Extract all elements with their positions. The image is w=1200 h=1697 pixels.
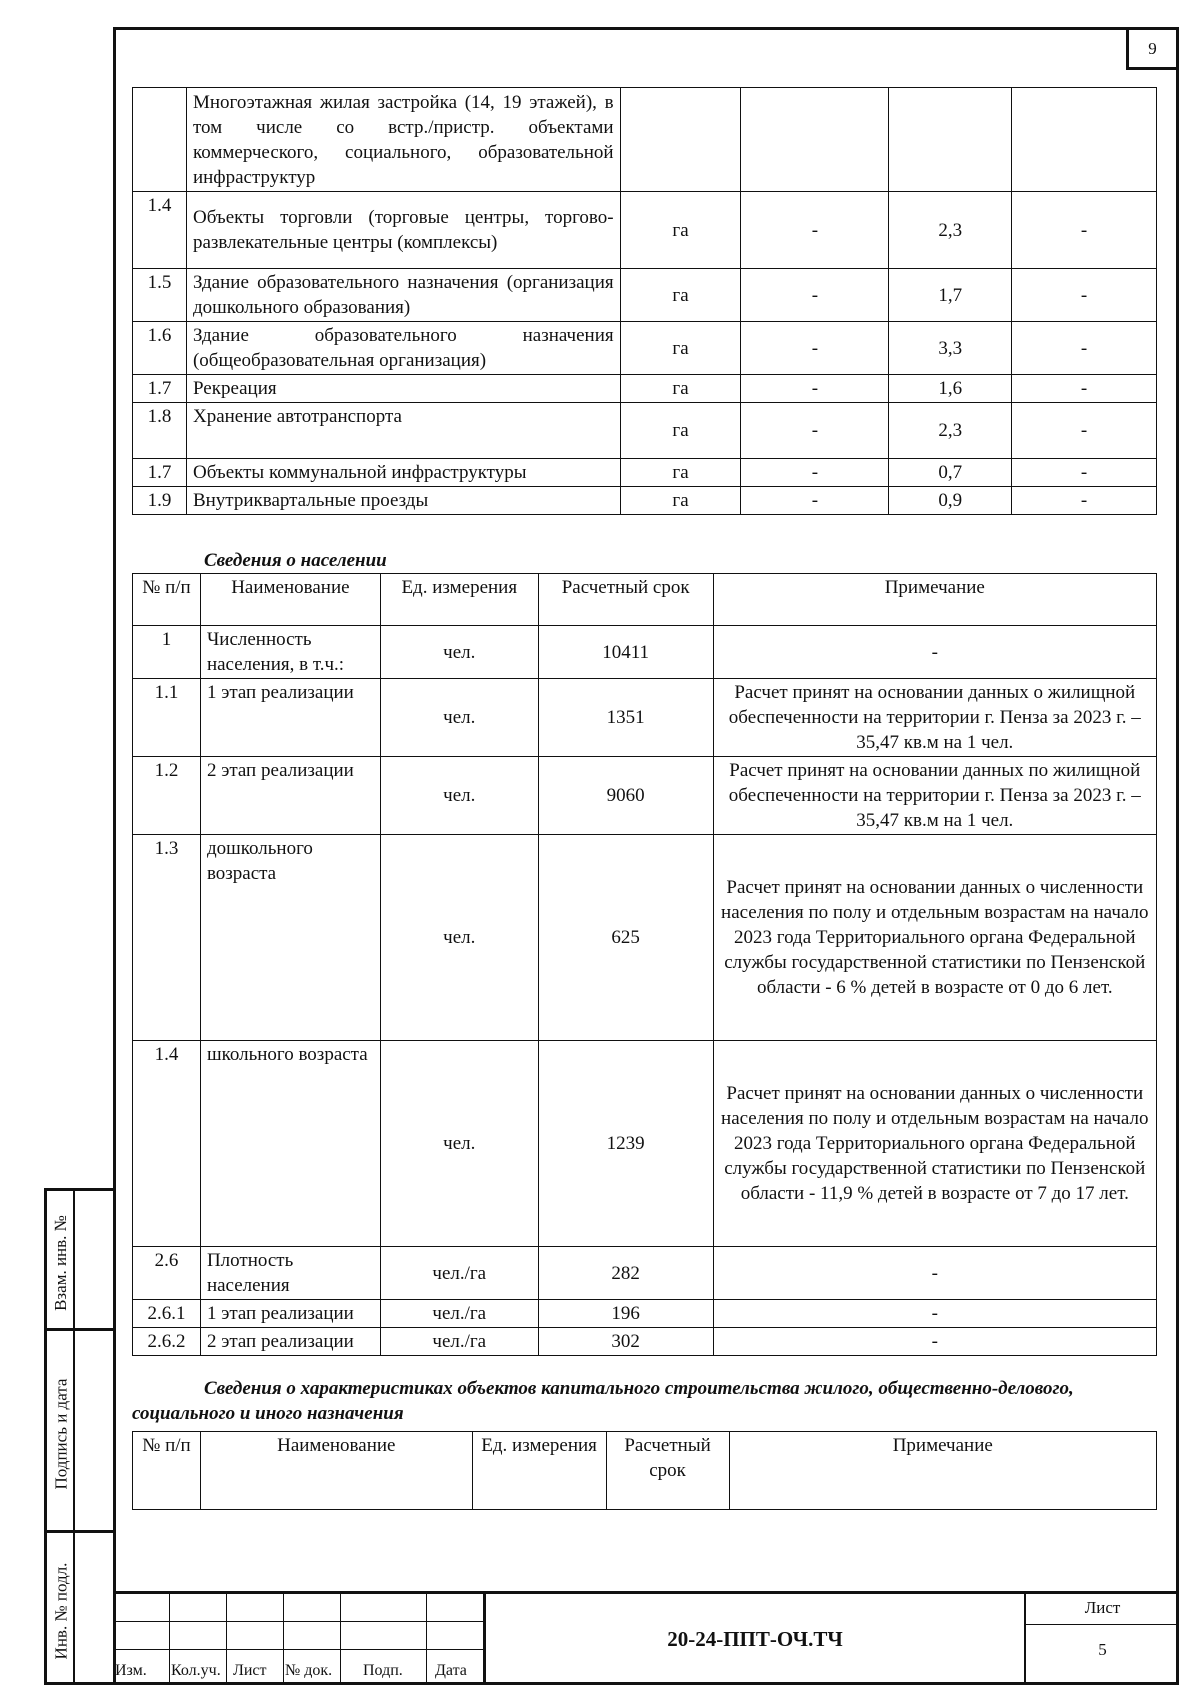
header-term: Расчетный срок <box>538 574 713 626</box>
row-name: Объекты коммунальной инфраструктуры <box>186 459 620 487</box>
header-name: Наименование <box>200 574 380 626</box>
sheet-number: 5 <box>1098 1640 1107 1659</box>
table-row: 2.6.2 2 этап реализации чел./га 302 - <box>133 1328 1157 1356</box>
document-code: 20-24-ППТ-ОЧ.ТЧ <box>667 1627 843 1651</box>
row-name: Объекты торговли (торговые центры, торгово-развлекательные центры (комплексы) <box>186 192 620 269</box>
table-row: 1.6 Здание образовательного назначения (общеобразовательная организация) га - 3,3 - <box>133 322 1157 375</box>
objects-table <box>132 1431 1157 1510</box>
land-use-table <box>132 87 1157 515</box>
header-unit: Ед. измерения <box>380 574 538 626</box>
row-name: Рекреация <box>186 375 620 403</box>
row-name: Здание образовательного назначения (общеобразовательная организация) <box>186 322 620 375</box>
table-row <box>133 88 1157 192</box>
header-num: № п/п <box>133 574 201 626</box>
table-row: 2.6 Плотность населения чел./га 282 - <box>133 1247 1157 1300</box>
sheet-label: Лист <box>1084 1598 1121 1617</box>
side-box-inv <box>44 1530 116 1685</box>
row-name: Хранение автотранспорта <box>186 403 620 459</box>
population-section-title: Сведения о населении <box>204 550 387 571</box>
header-unit: Ед. измерения <box>472 1432 606 1510</box>
tb-label-list: Лист <box>233 1662 267 1679</box>
tb-label-podp: Подп. <box>363 1662 403 1679</box>
table-row: 1.7 Рекреация га - 1,6 - <box>133 375 1157 403</box>
header-note: Примечание <box>729 1432 1156 1510</box>
table-row: 1.5 Здание образовательного назначения (организация дошкольного образования) га - 1,7 - <box>133 269 1157 322</box>
objects-section-title: Сведения о характеристиках объектов капитального строительства жилого, общественно-делового, социального и иного назначения <box>132 1378 1074 1424</box>
table-row: 1.2 2 этап реализации чел. 9060 Расчет принят на основании данных по жилищной обеспеченности на территории г. Пенза за 2023 г. – 35,47 кв.м на 1 чел. <box>133 757 1157 835</box>
table-row: 1.9 Внутриквартальные проезды га - 0,9 - <box>133 487 1157 515</box>
tb-label-kol: Кол.уч. <box>171 1662 221 1679</box>
side-label-inv: Инв. № подл. <box>51 1562 70 1659</box>
row-name: Многоэтажная жилая застройка (14, 19 этажей), в том числе со встр./пристр. объектами коммерческого, социального, образовательной инфраструктур <box>186 88 620 192</box>
tb-label-ndok: № док. <box>285 1662 333 1679</box>
tb-label-izm: Изм. <box>115 1662 147 1679</box>
corner-page-number: 9 <box>1126 27 1179 70</box>
table-row: 1.4 школьного возраста чел. 1239 Расчет принят на основании данных о численности населения по полу и отдельным возрастам на начало 2023 года Территориального органа Федеральной службы государственной статистики по Пензенской области - 11,9 % детей в возрасте от 7 до 17 лет. <box>133 1041 1157 1247</box>
header-name: Наименование <box>200 1432 472 1510</box>
side-box-podpis <box>44 1328 116 1533</box>
header-note: Примечание <box>713 574 1156 626</box>
table-row: 1 Численность населения, в т.ч.: чел. 10411 - <box>133 626 1157 679</box>
table-row: 1.8 Хранение автотранспорта га - 2,3 - <box>133 403 1157 459</box>
table-row: 1.7 Объекты коммунальной инфраструктуры га - 0,7 - <box>133 459 1157 487</box>
table-header-row <box>133 1432 1157 1510</box>
side-label-podpis: Подпись и дата <box>51 1378 70 1489</box>
title-block <box>113 1591 1179 1685</box>
table-row: 1.4 Объекты торговли (торговые центры, торгово-развлекательные центры (комплексы) га - 2,3 - <box>133 192 1157 269</box>
side-box-vzam <box>44 1188 116 1331</box>
population-table <box>132 573 1157 1356</box>
side-label-vzam: Взам. инв. № <box>51 1214 70 1311</box>
table-row: 1.1 1 этап реализации чел. 1351 Расчет принят на основании данных о жилищной обеспеченности на территории г. Пенза за 2023 г. – 35,47 кв.м на 1 чел. <box>133 679 1157 757</box>
table-row: 1.3 дошкольного возраста чел. 625 Расчет принят на основании данных о численности населения по полу и отдельным возрастам на начало 2023 года Территориального органа Федеральной службы государственной статистики по Пензенской области - 6 % детей в возрасте от 0 до 6 лет. <box>133 835 1157 1041</box>
row-name: Здание образовательного назначения (организация дошкольного образования) <box>186 269 620 322</box>
header-term: Расчетный срок <box>606 1432 729 1510</box>
table-row: 2.6.1 1 этап реализации чел./га 196 - <box>133 1300 1157 1328</box>
header-num: № п/п <box>133 1432 201 1510</box>
row-name: Внутриквартальные проезды <box>186 487 620 515</box>
tb-label-data: Дата <box>435 1662 467 1679</box>
table-header-row <box>133 574 1157 626</box>
